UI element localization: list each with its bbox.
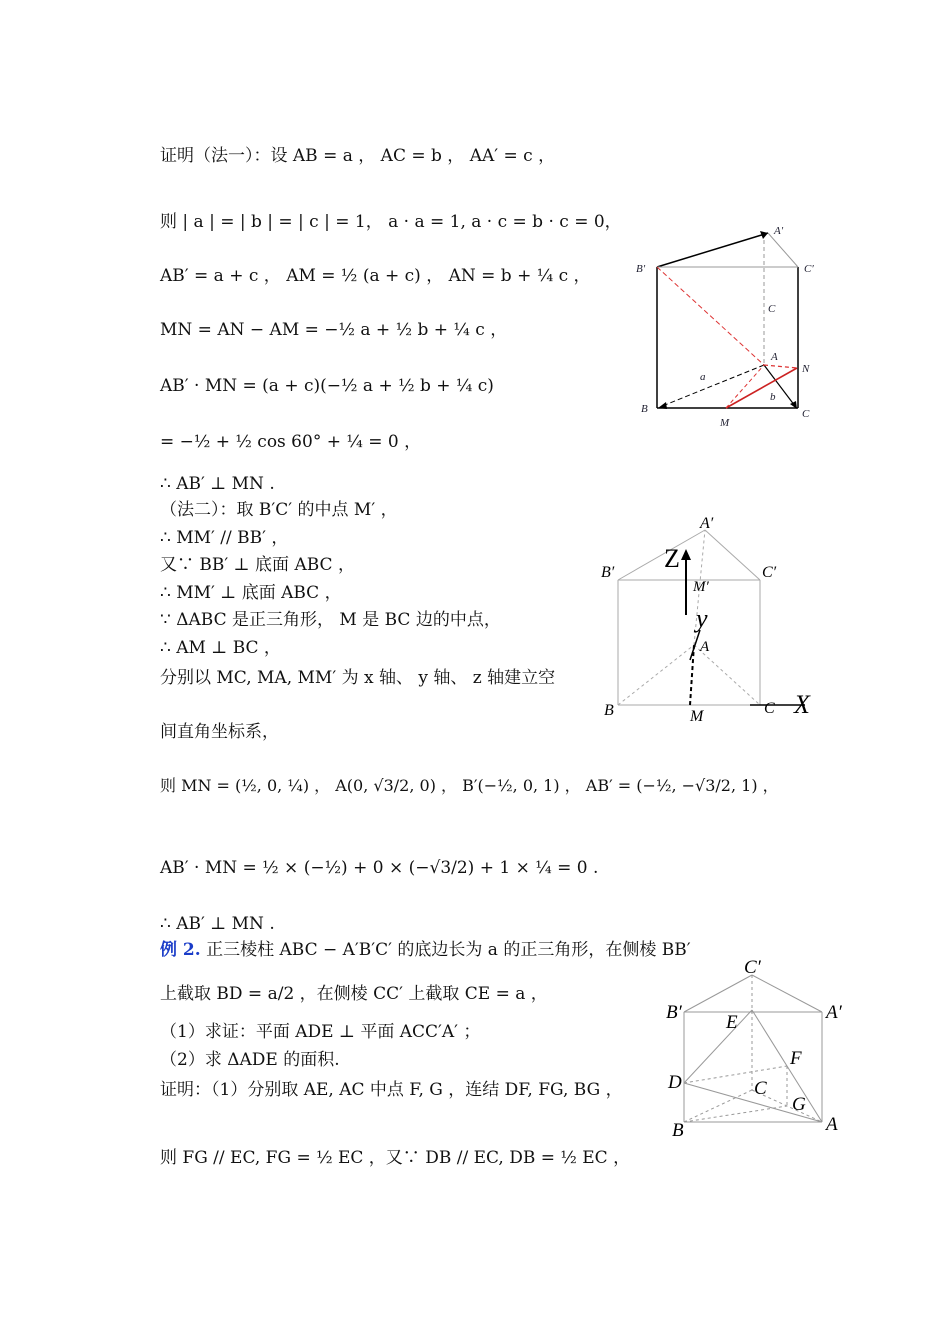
label-A: A [826, 1114, 838, 1135]
line-4: MN = AN − AM = −½ a + ½ b + ¼ c ， [160, 320, 508, 340]
label-b: b [770, 391, 776, 403]
label-C: C [802, 408, 810, 420]
example-text: 正三棱柱 ABC − A′B′C′ 的底边长为 a 的正三角形，在侧棱 BB′ [206, 940, 691, 960]
label-E: E [726, 1012, 738, 1033]
figure-prism-axes [590, 505, 830, 730]
figure-prism-ade [660, 950, 860, 1145]
line-5: AB′ · MN = (a + c)(−½ a + ½ b + ¼ c) [160, 376, 494, 396]
line-8: （法二）：取 B′C′ 的中点 M′ ， [160, 500, 398, 520]
label-A-prime: A′ [700, 515, 714, 532]
line-16: 则 MN = (½, 0, ¼) ， A(0, √3/2, 0) ， B′(−½, 0, 1) ， AB′ = (−½, −√3/2, 1) ， [160, 776, 779, 795]
line-6: = −½ + ½ cos 60° + ¼ = 0 ， [160, 432, 422, 452]
label-C-prime: C′ [744, 957, 761, 978]
line-15: 间直角坐标系， [160, 722, 279, 742]
line-13: ∴ AM ⊥ BC ， [160, 638, 281, 658]
line-18: ∴ AB′ ⊥ MN . [160, 914, 275, 934]
line-14: 分别以 MC, MA, MM′ 为 x 轴、 y 轴、 z 轴建立空 [160, 668, 556, 688]
line-17: AB′ · MN = ½ × (−½) + 0 × (−√3/2) + 1 × ¼ = 0 . [160, 858, 599, 878]
line-19 [160, 940, 691, 960]
label-B: B [672, 1120, 684, 1141]
label-B-prime: B′ [666, 1002, 682, 1023]
figure-prism-vectors [630, 220, 830, 430]
line-2: 则 | a | = | b | = | c | = 1， a · a = 1, a · c = b · c = 0， [160, 212, 622, 232]
line-12: ∵ ΔABC 是正三角形， M 是 BC 边的中点， [160, 610, 501, 630]
label-C-prime: C′ [762, 564, 777, 581]
line-9: ∴ MM′ // BB′ ， [160, 528, 289, 548]
label-M-prime: M′ [693, 579, 709, 595]
label-c: C [768, 303, 776, 315]
label-D: D [668, 1072, 682, 1093]
label-B-prime: B′ [601, 564, 615, 581]
line-1: 证明（法一）：设 AB = a ， AC = b ， AA′ = c ， [160, 146, 556, 166]
line-24: 则 FG // EC, FG = ½ EC ，又∵ DB // EC, DB = ½ EC ， [160, 1148, 631, 1168]
label-a: a [700, 371, 706, 383]
label-B-prime: B′ [636, 263, 646, 275]
line-7: ∴ AB′ ⊥ MN . [160, 474, 275, 494]
example-label: 例 2. [160, 940, 201, 960]
line-22: （2）求 ΔADE 的面积. [160, 1050, 340, 1070]
line-20: 上截取 BD = a/2 ，在侧棱 CC′ 上截取 CE = a ， [160, 984, 548, 1004]
label-C: C [764, 700, 775, 717]
line-10: 又∵ BB′ ⊥ 底面 ABC ， [160, 555, 355, 575]
label-C: C [754, 1078, 767, 1099]
label-A-prime: A′ [826, 1002, 842, 1023]
line-21: （1）求证：平面 ADE ⊥ 平面 ACC′A′ ； [160, 1022, 481, 1042]
label-B: B [641, 403, 648, 415]
label-M: M [690, 708, 704, 725]
label-N: N [802, 363, 810, 375]
line-11: ∴ MM′ ⊥ 底面 ABC ， [160, 583, 342, 603]
label-M: M [720, 417, 730, 429]
label-A: A [771, 351, 778, 363]
line-3: AB′ = a + c ， AM = ½ (a + c) ， AN = b + ¼ c ， [160, 266, 591, 286]
label-A-prime: A′ [774, 225, 784, 237]
label-C-prime: C′ [804, 263, 814, 275]
line-23: 证明：（1）分别取 AE, AC 中点 F, G ，连结 DF, FG, BG ， [160, 1080, 623, 1100]
axis-z-label: Z [664, 544, 680, 573]
axis-y-label: y [696, 604, 708, 633]
axis-x-label: X [794, 690, 810, 719]
label-A: A [700, 639, 710, 655]
label-B: B [604, 702, 614, 719]
label-G: G [792, 1094, 806, 1115]
label-F: F [790, 1048, 802, 1069]
